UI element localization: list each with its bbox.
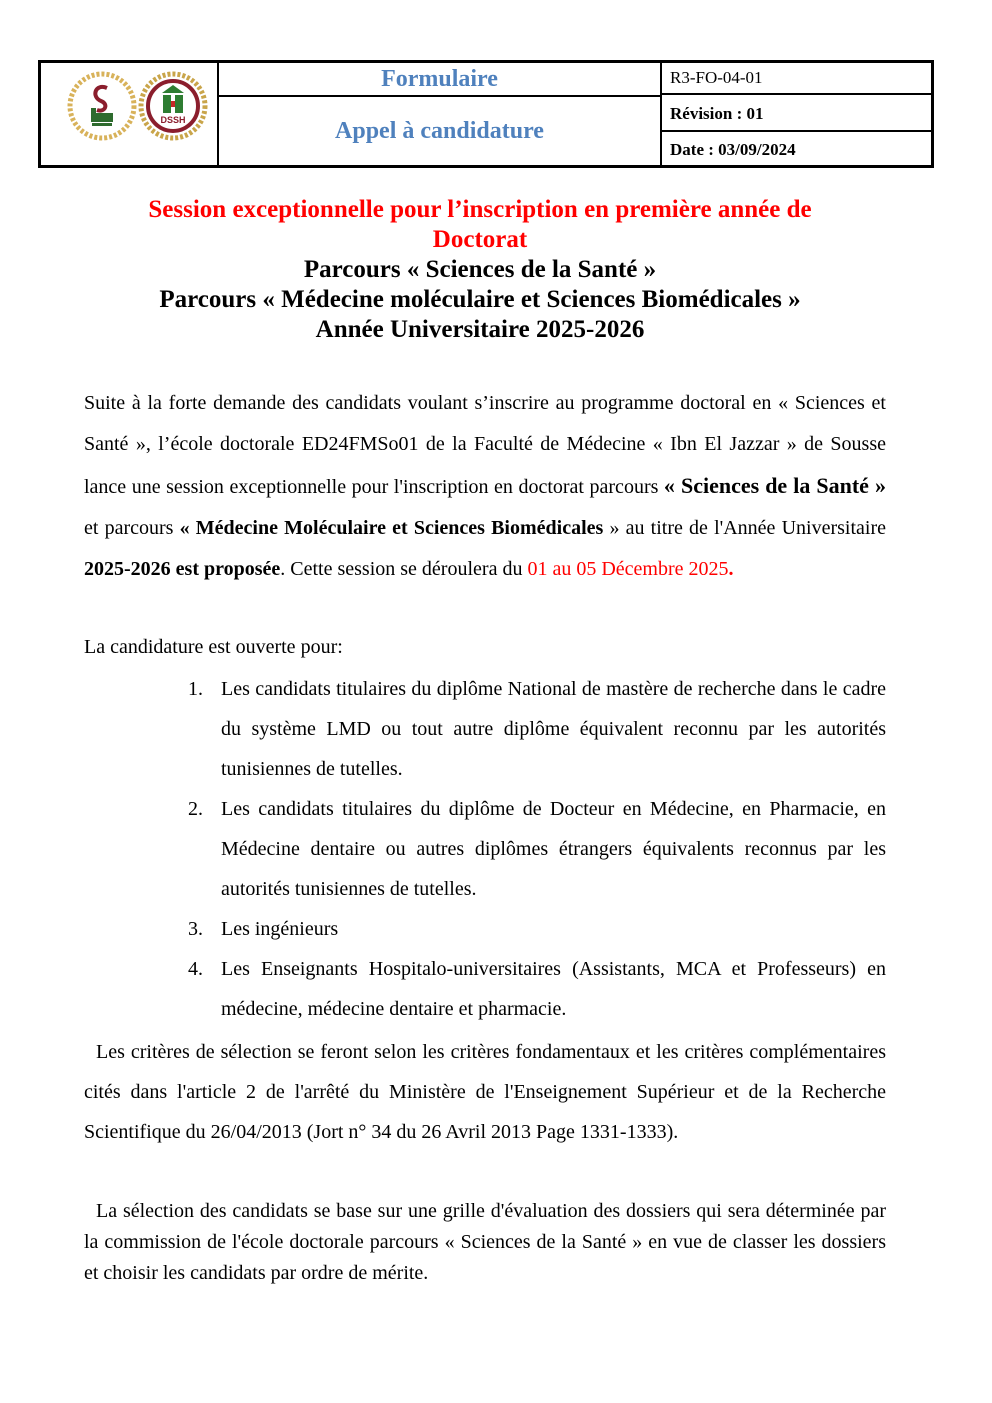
document-header-table (38, 60, 934, 168)
selection-grid-paragraph: La sélection des candidats se base sur une grille d'évaluation des dossiers qui sera déterminée par la commission de l'école doctorale parcours « Sciences de la Santé » en vue de classer les dossiers et choisir les candidats par ordre de mérite. (84, 1200, 886, 1284)
p1-text-4: . Cette session se déroulera du (280, 558, 528, 580)
p1-text-1: Suite à la forte demande des candidats voulant s’inscrire au programme doctoral en « Sciences et Santé », l’école doctorale ED24FMSo01 de la Faculté de Médecine « Ibn El Jazzar » de Sousse lance une session exceptionnelle pour l'inscription en doctorat parcours (84, 392, 886, 498)
session-dates: 01 au 05 Décembre 2025 (527, 558, 729, 580)
list-number: 4. (188, 958, 203, 980)
dssh-logo-icon (138, 71, 208, 141)
eligibility-list (188, 669, 886, 1029)
p1-text-2: et parcours (84, 517, 180, 539)
logo-cell (41, 63, 219, 165)
form-title: Appel à candidature (335, 117, 544, 144)
document-revision: Révision : 01 (662, 97, 931, 132)
title-block (80, 195, 880, 345)
title-cell (219, 63, 662, 165)
list-number: 2. (188, 798, 203, 820)
session-title-line2: Doctorat (432, 226, 528, 253)
session-dates-period: . (728, 558, 734, 580)
svg-text:DSSH: DSSH (160, 115, 186, 125)
parcours-sante-title: Parcours « Sciences de la Santé » (303, 256, 657, 283)
list-item (188, 789, 886, 909)
document-code: R3-FO-04-01 (662, 63, 931, 95)
list-text: Les ingénieurs (221, 918, 339, 940)
list-item (188, 669, 886, 789)
p1-bold-year: 2025-2026 est proposée (84, 558, 281, 580)
p1-bold-sante: « Sciences de la Santé » (663, 473, 886, 498)
form-label: Formulaire (219, 63, 660, 97)
candidature-intro: La candidature est ouverte pour: (84, 636, 343, 658)
document-date: Date : 03/09/2024 (670, 139, 796, 159)
list-number: 3. (188, 918, 203, 940)
list-item (188, 949, 886, 1029)
list-item (188, 909, 886, 949)
reference-cell (662, 63, 931, 165)
faculty-logo-icon (67, 71, 137, 141)
p1-bold-medecine: « Médecine Moléculaire et Sciences Biomédicales (179, 517, 604, 539)
list-number: 1. (188, 678, 203, 700)
intro-paragraph (84, 383, 886, 590)
selection-criteria-paragraph: Les critères de sélection se feront selon les critères fondamentaux et les critères complémentaires cités dans l'article 2 de l'arrêté du Ministère de l'Enseignement Supérieur et de la Recherche Scientifique du 26/04/2013 (Jort n° 34 du 26 Avril 2013 Page 1331-1333). (84, 1041, 886, 1143)
p1-text-3: » au titre de l'Année Universitaire (603, 517, 887, 539)
list-text: Les candidats titulaires du diplôme National de mastère de recherche dans le cadre du système LMD ou tout autre diplôme équivalent reconnu par les autorités tunisiennes de tutelles. (221, 678, 886, 780)
academic-year-title: Année Universitaire 2025-2026 (315, 316, 645, 343)
session-title-line1: Session exceptionnelle pour l’inscription en première année de (148, 196, 812, 223)
list-text: Les candidats titulaires du diplôme de Docteur en Médecine, en Pharmacie, en Médecine dentaire ou autres diplômes étrangers équivalents reconnus par les autorités tunisiennes de tutelles. (221, 798, 886, 900)
list-text: Les Enseignants Hospitalo-universitaires (Assistants, MCA et Professeurs) en médecine, médecine dentaire et pharmacie. (221, 958, 886, 1020)
parcours-medecine-title: Parcours « Médecine moléculaire et Sciences Biomédicales » (159, 286, 801, 313)
